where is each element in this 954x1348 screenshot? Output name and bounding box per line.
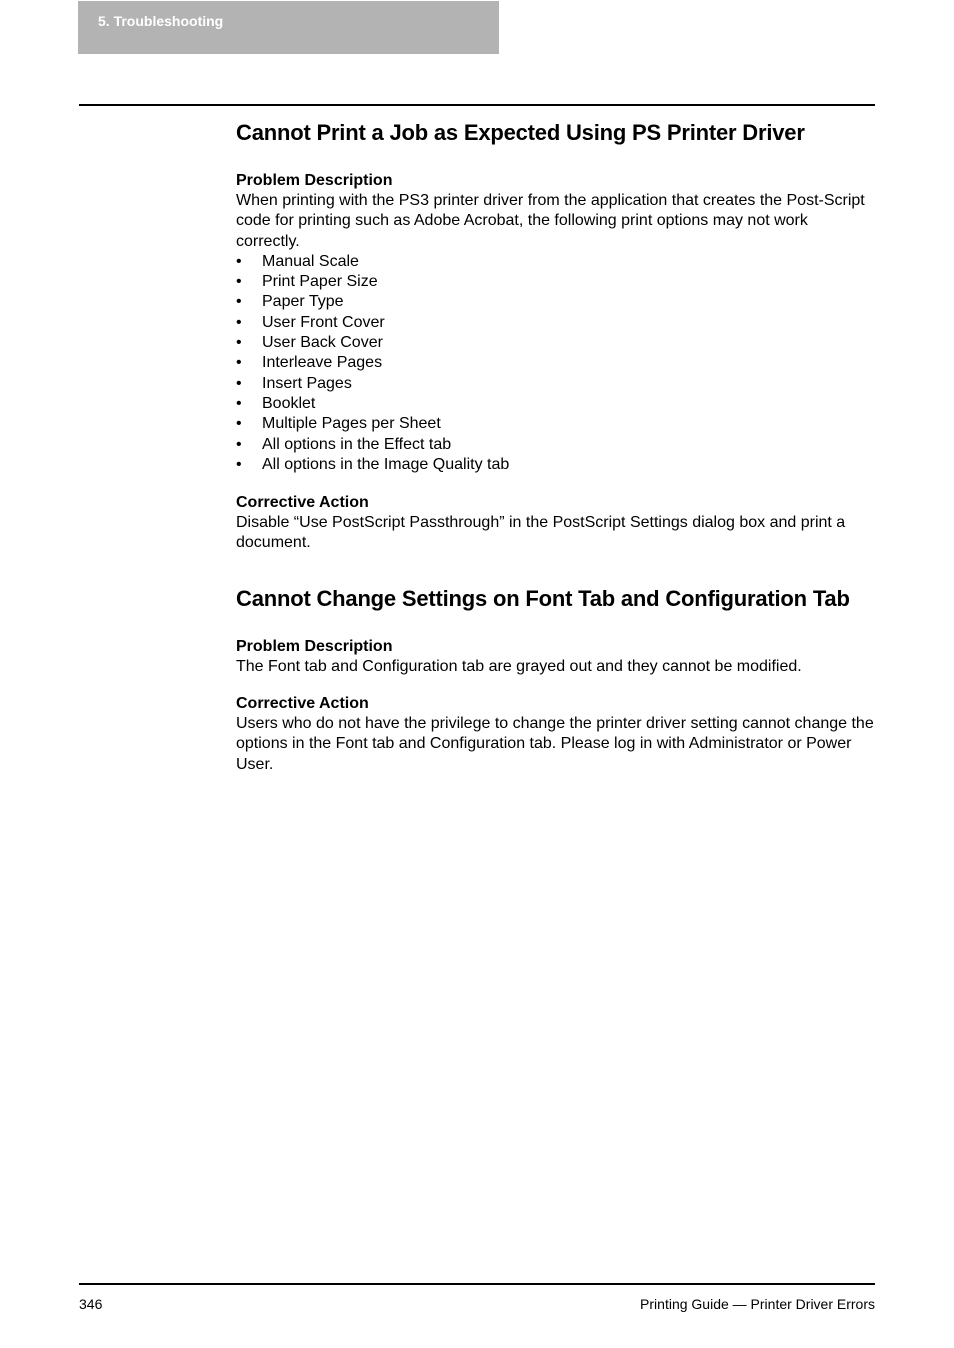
list-item-label: All options in the Image Quality tab — [262, 455, 510, 473]
list-item-label: Interleave Pages — [262, 354, 383, 372]
corrective-action-heading: Corrective Action — [236, 695, 369, 712]
list-item — [236, 374, 876, 394]
list-item-label: User Front Cover — [262, 313, 385, 331]
bullet-icon: • — [236, 455, 242, 473]
corrective-action-heading: Corrective Action — [236, 494, 369, 511]
bullet-icon: • — [236, 415, 242, 433]
bullet-icon: • — [236, 435, 242, 453]
section-font-config-action — [236, 694, 876, 775]
problem-text — [236, 191, 876, 252]
problem-text-content: When printing with the PS3 printer driver from the application that creates the Post-Script code for printing such as Adobe Acrobat, the following print options may not work correctly. — [236, 192, 865, 250]
list-item — [236, 292, 876, 312]
bullet-icon: • — [236, 313, 242, 331]
list-item — [236, 394, 876, 414]
section-font-config-problem — [236, 637, 876, 677]
chapter-header-tab — [78, 1, 499, 54]
list-item — [236, 414, 876, 434]
list-item-label: User Back Cover — [262, 334, 383, 352]
list-item — [236, 333, 876, 353]
section-font-config — [236, 585, 876, 613]
section-title: Cannot Change Settings on Font Tab and Configuration Tab — [236, 586, 850, 611]
list-item — [236, 272, 876, 292]
problem-heading: Problem Description — [236, 638, 393, 655]
section-ps-driver-action — [236, 493, 876, 554]
section-title: Cannot Print a Job as Expected Using PS Printer Driver — [236, 120, 805, 145]
list-item — [236, 455, 876, 475]
top-rule — [79, 104, 875, 106]
list-item-label: All options in the Effect tab — [262, 435, 452, 453]
problem-text: The Font tab and Configuration tab are grayed out and they cannot be modified. — [236, 658, 802, 675]
list-item-label: Print Paper Size — [262, 273, 378, 291]
bullet-icon: • — [236, 252, 242, 270]
list-item-label: Paper Type — [262, 293, 344, 311]
list-item-label: Manual Scale — [262, 252, 359, 270]
chapter-label: 5. Troubleshooting — [98, 13, 224, 29]
list-item — [236, 252, 876, 272]
list-item — [236, 313, 876, 333]
list-item-label: Booklet — [262, 394, 316, 412]
corrective-action-text: Users who do not have the privilege to change the printer driver setting cannot change the options in the Font tab and Configuration tab. Please log in with Administrator or Power User. — [236, 715, 874, 773]
list-item — [236, 353, 876, 373]
problem-heading: Problem Description — [236, 172, 393, 189]
bullet-icon: • — [236, 273, 242, 291]
bottom-rule — [79, 1283, 875, 1285]
page-number: 346 — [79, 1296, 103, 1312]
section-ps-driver — [236, 119, 876, 147]
list-item-label: Multiple Pages per Sheet — [262, 415, 441, 433]
affected-options-list — [236, 252, 876, 475]
bullet-icon: • — [236, 293, 242, 311]
section-ps-driver-problem — [236, 171, 876, 475]
footer-doc-title: Printing Guide — Printer Driver Errors — [640, 1296, 875, 1312]
bullet-icon: • — [236, 374, 242, 392]
bullet-icon: • — [236, 334, 242, 352]
bullet-icon: • — [236, 394, 242, 412]
list-item-label: Insert Pages — [262, 374, 352, 392]
corrective-action-text: Disable “Use PostScript Passthrough” in the PostScript Settings dialog box and print a document. — [236, 514, 846, 552]
list-item — [236, 435, 876, 455]
bullet-icon: • — [236, 354, 242, 372]
